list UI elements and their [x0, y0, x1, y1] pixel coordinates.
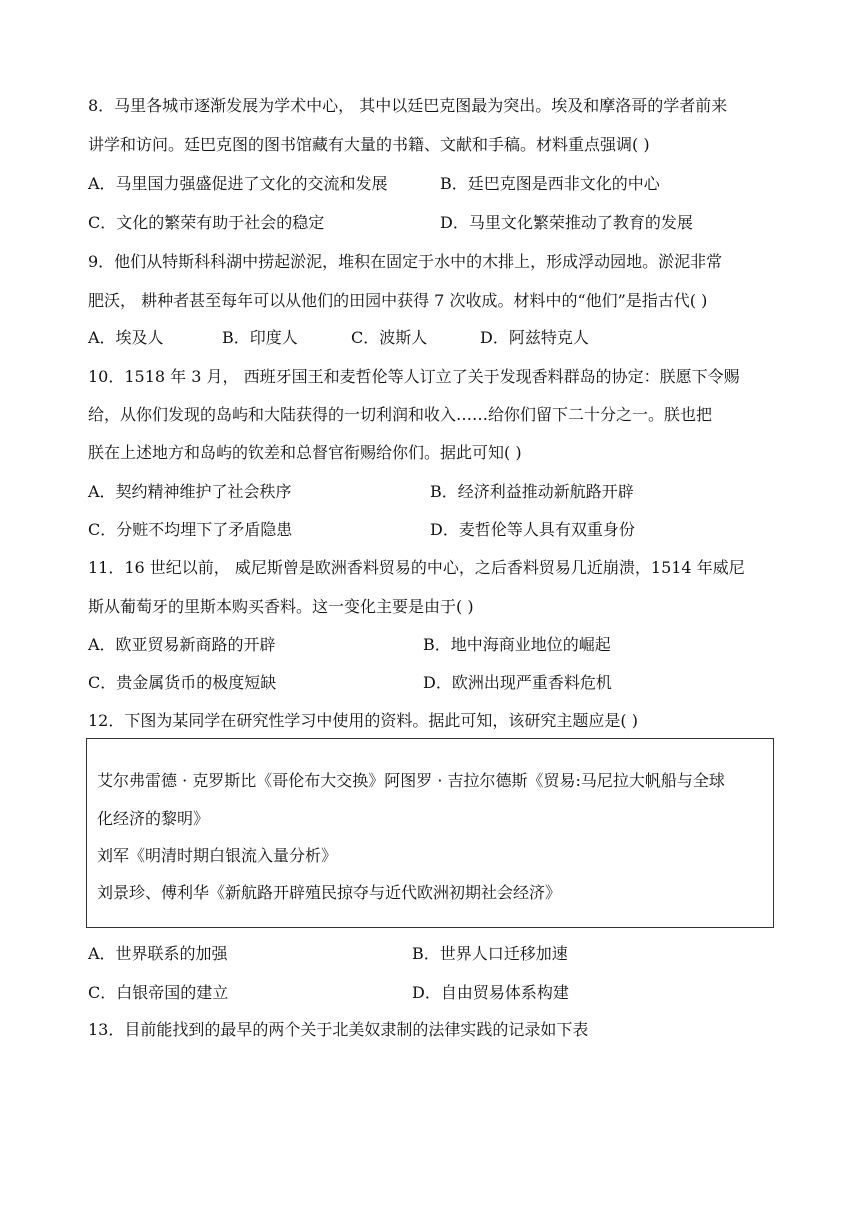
q11-stem-line2: 斯从葡萄牙的里斯本购买香料。这一变化主要是由于( ) — [88, 597, 474, 616]
q10-option-b: B．经济利益推动新航路开辟 — [430, 482, 634, 501]
q9-option-a: A．埃及人 — [88, 328, 164, 347]
q10-option-a: A．契约精神维护了社会秩序 — [88, 482, 292, 501]
q11-option-d: D．欧洲出现严重香料危机 — [423, 673, 612, 692]
q11-option-b: B．地中海商业地位的崛起 — [423, 635, 611, 654]
q10-stem-line3: 朕在上述地方和岛屿的钦差和总督官衔赐给你们。据此可知( ) — [88, 443, 522, 462]
q12-option-c: C．白银帝国的建立 — [88, 983, 229, 1002]
q8-option-c: C．文化的繁荣有助于社会的稳定 — [88, 213, 325, 232]
q12-box-line4: 刘景珍、傅利华《新航路开辟殖民掠夺与近代欧洲初期社会经济》 — [97, 883, 562, 902]
q8-option-b: B．廷巴克图是西非文化的中心 — [440, 174, 660, 193]
q11-stem-line1: 11．16 世纪以前， 威尼斯曾是欧洲香料贸易的中心，之后香料贸易几近崩溃，1514 年威尼 — [88, 558, 745, 577]
q12-stem-line1: 12．下图为某同学在研究性学习中使用的资料。据此可知，该研究主题应是( ) — [88, 711, 638, 730]
q8-stem-line1: 8．马里各城市逐渐发展为学术中心， 其中以廷巴克图最为突出。埃及和摩洛哥的学者前来 — [88, 96, 728, 115]
q12-box-line3: 刘军《明清时期白银流入量分析》 — [97, 846, 338, 865]
q12-option-a: A．世界联系的加强 — [88, 944, 228, 963]
q11-option-c: C．贵金属货币的极度短缺 — [88, 673, 277, 692]
q9-option-d: D．阿兹特克人 — [480, 328, 589, 347]
q8-stem-line2: 讲学和访问。廷巴克图的图书馆藏有大量的书籍、文献和手稿。材料重点强调( ) — [88, 135, 650, 154]
q13-stem-line1: 13．目前能找到的最早的两个关于北美奴隶制的法律实践的记录如下表 — [88, 1020, 589, 1039]
q8-option-a: A．马里国力强盛促进了文化的交流和发展 — [88, 174, 388, 193]
q10-option-c: C．分赃不均埋下了矛盾隐患 — [88, 520, 293, 539]
q9-option-c: C．波斯人 — [351, 328, 428, 347]
q11-option-a: A．欧亚贸易新商路的开辟 — [88, 635, 276, 654]
q10-option-d: D．麦哲伦等人具有双重身份 — [430, 520, 635, 539]
q9-stem-line1: 9．他们从特斯科科湖中捞起淤泥，堆积在固定于水中的木排上，形成浮动园地。淤泥非常 — [88, 252, 723, 271]
q9-stem-line2: 肥沃， 耕种者甚至每年可以从他们的田园中获得 7 次收成。材料中的“他们”是指古代( ) — [88, 291, 708, 310]
q12-box-line1: 艾尔弗雷德 · 克罗斯比《哥伦布大交换》阿图罗 · 吉拉尔德斯《贸易:马尼拉大帆船与全球 — [97, 771, 725, 790]
q9-option-b: B．印度人 — [222, 328, 298, 347]
q10-stem-line2: 给，从你们发现的岛屿和大陆获得的一切利润和收入……给你们留下二十分之一。朕也把 — [88, 405, 713, 424]
q10-stem-line1: 10．1518 年 3 月， 西班牙国王和麦哲伦等人订立了关于发现香料群岛的协定：朕愿下令赐 — [88, 367, 740, 386]
q12-option-b: B．世界人口迁移加速 — [412, 944, 568, 963]
q12-box-line2: 化经济的黎明》 — [97, 809, 210, 828]
q12-materials-box — [86, 738, 774, 928]
q8-option-d: D．马里文化繁荣推动了教育的发展 — [440, 213, 693, 232]
q12-option-d: D．自由贸易体系构建 — [412, 983, 569, 1002]
